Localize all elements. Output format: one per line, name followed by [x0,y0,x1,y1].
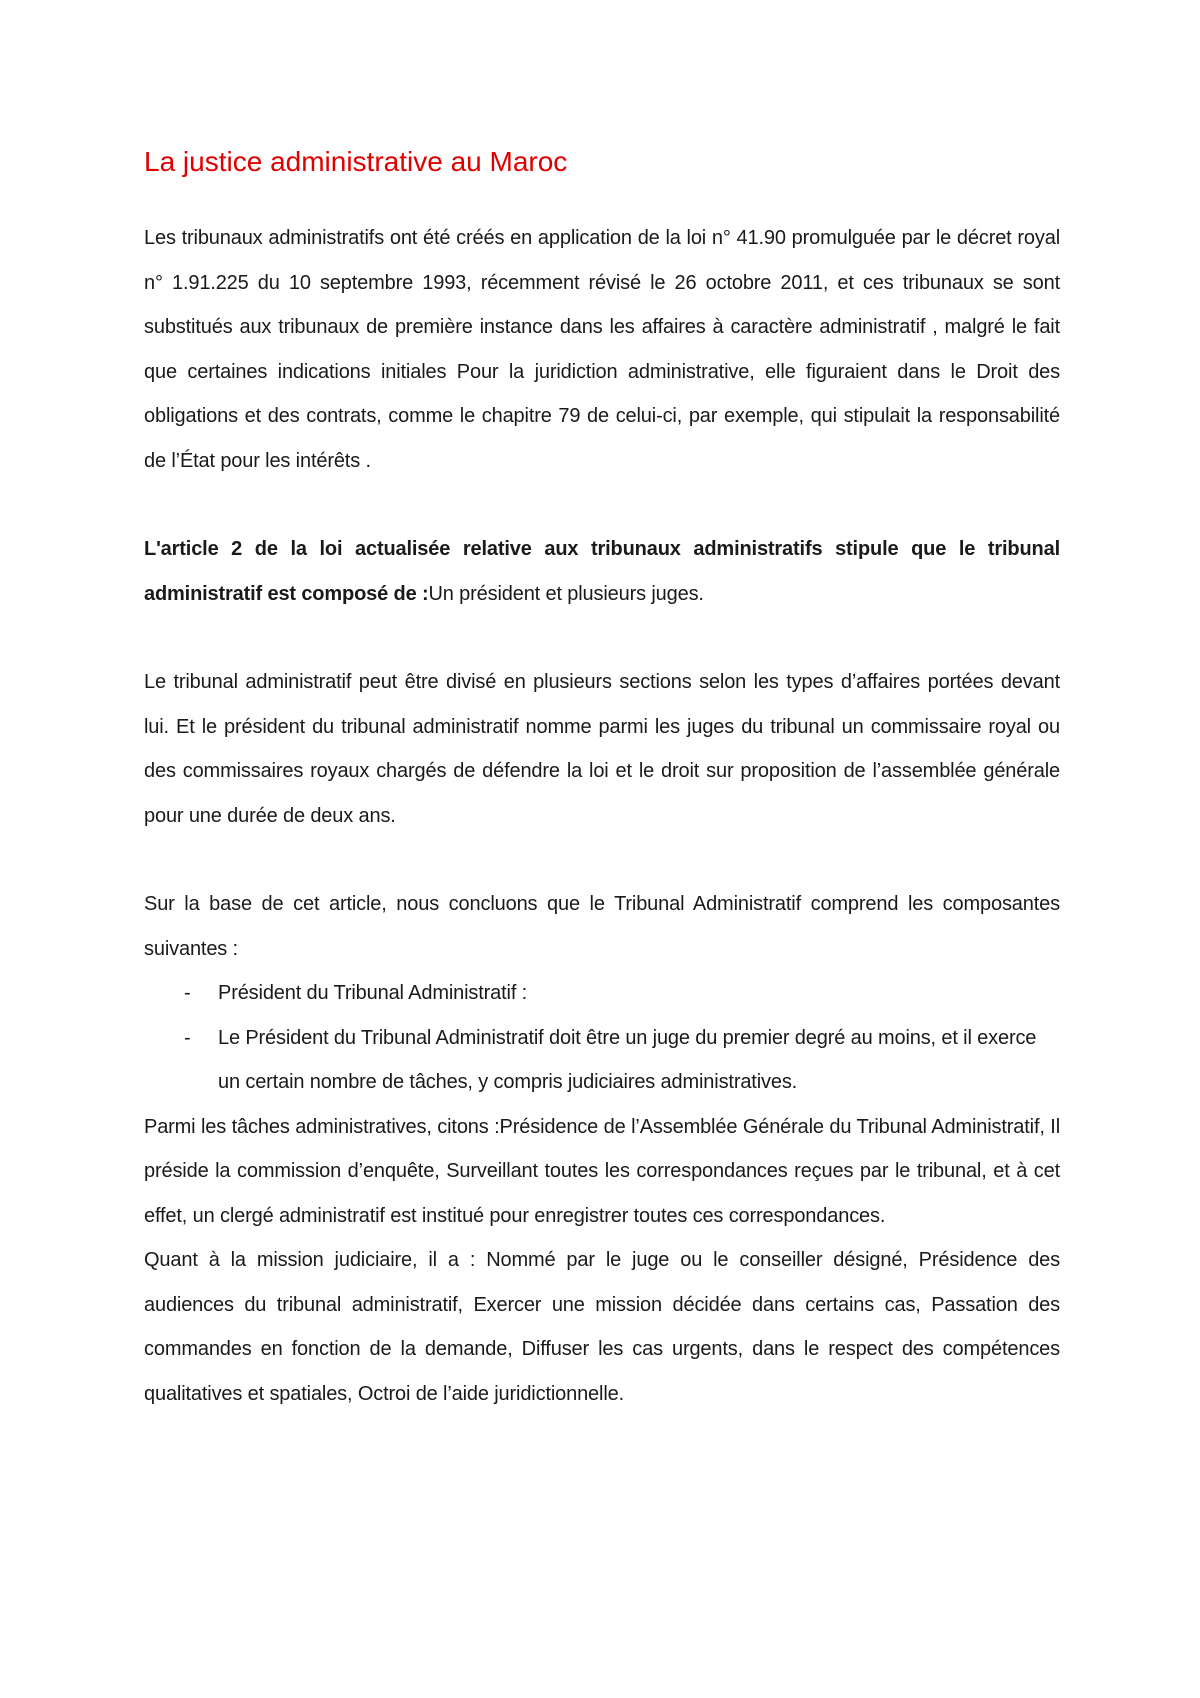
article-2-composition-text: Un président et plusieurs juges. [428,582,704,605]
paragraph-sections: Le tribunal administratif peut être divisé en plusieurs sections selon les types d’affaires portées devant lui. Et le président du tribunal administratif nomme parmi les juges du tribunal un commissaire royal ou des commissaires royaux chargés de défendre la loi et le droit sur proposition de l’assemblée générale pour une durée de deux ans. [144,671,1060,827]
composantes-list [144,971,1060,1105]
article-2-bold-text: L'article 2 de la loi actualisée relative aux tribunaux administratifs stipule que le tribunal administratif est composé de : [144,538,1060,605]
list-item [144,1016,1060,1105]
dash-bullet: - [184,1026,191,1049]
paragraph-taches-administratives: Parmi les tâches administratives, citons :Présidence de l’Assemblée Générale du Tribunal Administratif, Il préside la commission d’enquête, Surveillant toutes les correspondances reçues par le tribunal, et à cet effet, un clergé administratif est institué pour enregistrer toutes ces correspondances. [144,1115,1060,1227]
document-page [144,140,1060,1416]
list-item-text: Le Président du Tribunal Administratif doit être un juge du premier degré au moins, et il exerce un certain nombre de tâches, y compris judiciaires administratives. [218,1026,1037,1093]
paragraph-article-2 [144,527,1060,616]
paragraph-creation-tribunaux: Les tribunaux administratifs ont été créés en application de la loi n° 41.90 promulguée par le décret royal n° 1.91.225 du 10 septembre 1993, récemment révisé le 26 octobre 2011, et ces tribunaux se sont substitués aux tribunaux de première instance dans les affaires à caractère administratif , malgré le fait que certaines indications initiales Pour la juridiction administrative, elle figuraient dans le Droit des obligations et des contrats, comme le chapitre 79 de celui-ci, par exemple, qui stipulait la responsabilité de l’État pour les intérêts . [144,227,1060,472]
dash-bullet: - [184,982,191,1004]
document-title: La justice administrative au Maroc [144,146,568,177]
list-item-text: Président du Tribunal Administratif : [218,982,528,1004]
paragraph-composantes: Sur la base de cet article, nous concluons que le Tribunal Administratif comprend les composantes suivantes : [144,893,1060,960]
paragraph-mission-judiciaire: Quant à la mission judiciaire, il a : Nommé par le juge ou le conseiller désigné, Présidence des audiences du tribunal administratif, Exercer une mission décidée dans certains cas, Passation des commandes en fonction de la demande, Diffuser les cas urgents, dans le respect des compétences qualitatives et spatiales, Octroi de l’aide juridictionnelle. [144,1249,1060,1405]
list-item [144,971,1060,1016]
